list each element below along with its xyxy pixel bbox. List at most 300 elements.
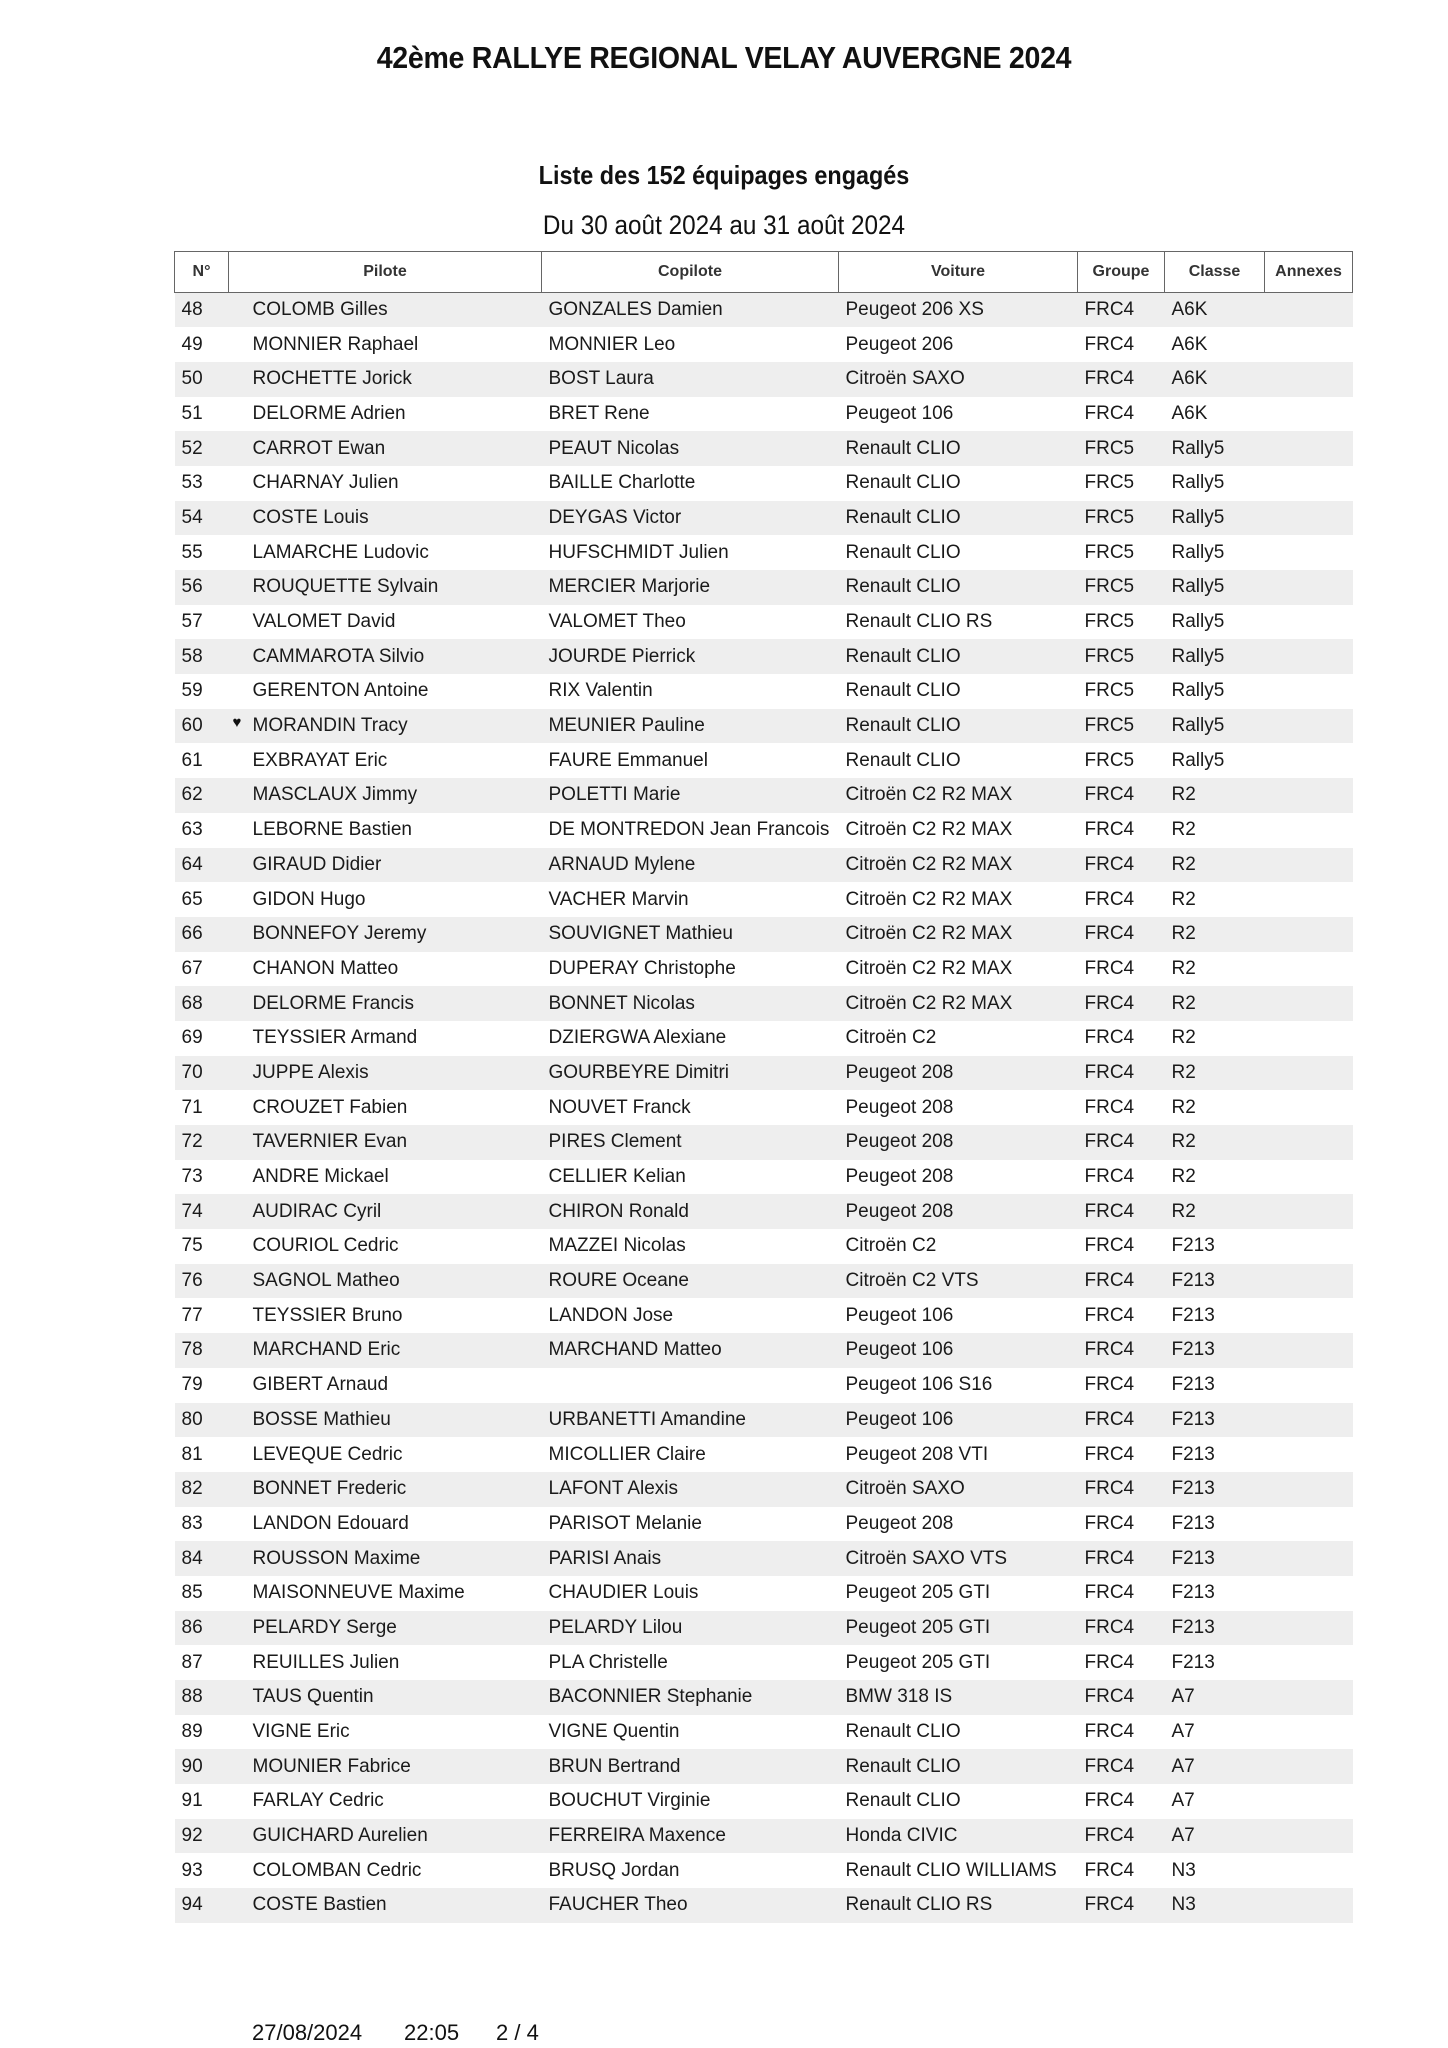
- table-row: [175, 1229, 1353, 1264]
- table-row: [175, 848, 1353, 883]
- cell-voiture: Peugeot 106: [839, 1403, 1078, 1438]
- cell-groupe: FRC4: [1078, 1507, 1165, 1542]
- cell-pilote: [229, 1403, 542, 1438]
- cell-pilote: [229, 709, 542, 744]
- table-row: [175, 1611, 1353, 1646]
- cell-voiture: Citroën C2 R2 MAX: [839, 813, 1078, 848]
- cell-pilote: [229, 605, 542, 640]
- cell-annexes: [1265, 848, 1353, 883]
- cell-annexes: [1265, 1298, 1353, 1333]
- cell-pilote: [229, 1368, 542, 1403]
- table-row: [175, 1056, 1353, 1091]
- cell-num: 86: [175, 1611, 229, 1646]
- cell-voiture: Honda CIVIC: [839, 1819, 1078, 1854]
- cell-annexes: [1265, 431, 1353, 466]
- cell-groupe: FRC4: [1078, 1333, 1165, 1368]
- cell-pilote: [229, 1264, 542, 1299]
- table-row: [175, 1160, 1353, 1195]
- cell-groupe: FRC4: [1078, 1125, 1165, 1160]
- cell-annexes: [1265, 535, 1353, 570]
- cell-num: 93: [175, 1853, 229, 1888]
- cell-num: 75: [175, 1229, 229, 1264]
- table-row: [175, 778, 1353, 813]
- cell-voiture: Renault CLIO: [839, 1749, 1078, 1784]
- cell-groupe: FRC4: [1078, 1749, 1165, 1784]
- pilote-name: SAGNOL Matheo: [252, 1270, 400, 1292]
- cell-voiture: Renault CLIO: [839, 1784, 1078, 1819]
- column-header-groupe: Groupe: [1078, 252, 1165, 293]
- cell-classe: R2: [1165, 1194, 1265, 1229]
- cell-groupe: FRC4: [1078, 397, 1165, 432]
- table-row: [175, 743, 1353, 778]
- cell-classe: F213: [1165, 1229, 1265, 1264]
- cell-voiture: Citroën C2 R2 MAX: [839, 778, 1078, 813]
- cell-groupe: FRC4: [1078, 1541, 1165, 1576]
- cell-copilote: BOUCHUT Virginie: [542, 1784, 839, 1819]
- pilote-name: CHANON Matteo: [252, 957, 399, 979]
- cell-classe: R2: [1165, 917, 1265, 952]
- cell-annexes: [1265, 639, 1353, 674]
- cell-groupe: FRC4: [1078, 362, 1165, 397]
- table-row: [175, 639, 1353, 674]
- cell-annexes: [1265, 327, 1353, 362]
- table-row: [175, 709, 1353, 744]
- cell-classe: N3: [1165, 1888, 1265, 1923]
- cell-groupe: FRC4: [1078, 1784, 1165, 1819]
- cell-num: 63: [175, 813, 229, 848]
- cell-copilote: HUFSCHMIDT Julien: [542, 535, 839, 570]
- cell-copilote: VALOMET Theo: [542, 605, 839, 640]
- heart-icon: ♥: [232, 713, 242, 731]
- table-row: [175, 952, 1353, 987]
- event-dates: Du 30 août 2024 au 31 août 2024: [542, 210, 906, 240]
- cell-num: 52: [175, 431, 229, 466]
- cell-copilote: JOURDE Pierrick: [542, 639, 839, 674]
- cell-classe: A7: [1165, 1784, 1265, 1819]
- cell-pilote: [229, 570, 542, 605]
- cell-pilote: [229, 639, 542, 674]
- cell-voiture: Citroën C2 R2 MAX: [839, 917, 1078, 952]
- pilote-name: MASCLAUX Jimmy: [252, 784, 418, 806]
- cell-pilote: [229, 1749, 542, 1784]
- cell-pilote: [229, 1472, 542, 1507]
- cell-classe: A7: [1165, 1749, 1265, 1784]
- pilote-name: COURIOL Cedric: [252, 1235, 399, 1257]
- cell-groupe: FRC4: [1078, 1853, 1165, 1888]
- pilote-name: REUILLES Julien: [252, 1651, 400, 1673]
- cell-classe: F213: [1165, 1264, 1265, 1299]
- pilote-name: TAVERNIER Evan: [252, 1131, 408, 1153]
- cell-num: 60: [175, 709, 229, 744]
- cell-voiture: Renault CLIO: [839, 1715, 1078, 1750]
- cell-groupe: FRC4: [1078, 1229, 1165, 1264]
- cell-voiture: Peugeot 206 XS: [839, 293, 1078, 328]
- cell-num: 64: [175, 848, 229, 883]
- cell-classe: R2: [1165, 1056, 1265, 1091]
- table-row: [175, 1749, 1353, 1784]
- cell-groupe: FRC5: [1078, 709, 1165, 744]
- cell-num: 89: [175, 1715, 229, 1750]
- pilote-name: LANDON Edouard: [252, 1512, 409, 1534]
- cell-annexes: [1265, 397, 1353, 432]
- cell-annexes: [1265, 1576, 1353, 1611]
- cell-voiture: Citroën SAXO: [839, 362, 1078, 397]
- pilote-name: GERENTON Antoine: [252, 680, 429, 702]
- cell-pilote: [229, 1507, 542, 1542]
- cell-classe: A7: [1165, 1680, 1265, 1715]
- pilote-name: ROCHETTE Jorick: [252, 368, 412, 390]
- cell-groupe: FRC5: [1078, 743, 1165, 778]
- cell-groupe: FRC4: [1078, 848, 1165, 883]
- table-row: [175, 293, 1353, 328]
- cell-pilote: [229, 397, 542, 432]
- cell-num: 56: [175, 570, 229, 605]
- cell-classe: R2: [1165, 1021, 1265, 1056]
- table-body: [175, 293, 1353, 1923]
- cell-pilote: [229, 327, 542, 362]
- cell-classe: F213: [1165, 1645, 1265, 1680]
- cell-pilote: [229, 1437, 542, 1472]
- cell-voiture: Renault CLIO RS: [839, 1888, 1078, 1923]
- cell-pilote: [229, 1229, 542, 1264]
- cell-annexes: [1265, 1333, 1353, 1368]
- cell-num: 70: [175, 1056, 229, 1091]
- cell-pilote: [229, 1541, 542, 1576]
- table-row: [175, 1333, 1353, 1368]
- cell-copilote: PEAUT Nicolas: [542, 431, 839, 466]
- pilote-name: TAUS Quentin: [252, 1686, 374, 1708]
- cell-num: 81: [175, 1437, 229, 1472]
- cell-copilote: BRUSQ Jordan: [542, 1853, 839, 1888]
- cell-annexes: [1265, 1264, 1353, 1299]
- cell-classe: A6K: [1165, 327, 1265, 362]
- table-row: [175, 1853, 1353, 1888]
- table-row: [175, 1541, 1353, 1576]
- table-row: [175, 674, 1353, 709]
- document-subtitle: Liste des 152 équipages engagés: [538, 160, 910, 190]
- cell-annexes: [1265, 1541, 1353, 1576]
- cell-pilote: [229, 535, 542, 570]
- cell-classe: R2: [1165, 813, 1265, 848]
- cell-annexes: [1265, 1021, 1353, 1056]
- cell-num: 62: [175, 778, 229, 813]
- cell-copilote: RIX Valentin: [542, 674, 839, 709]
- cell-classe: F213: [1165, 1472, 1265, 1507]
- cell-num: 74: [175, 1194, 229, 1229]
- cell-voiture: Renault CLIO: [839, 570, 1078, 605]
- cell-annexes: [1265, 293, 1353, 328]
- pilote-name: BONNET Frederic: [252, 1478, 407, 1500]
- cell-groupe: FRC4: [1078, 778, 1165, 813]
- cell-copilote: MARCHAND Matteo: [542, 1333, 839, 1368]
- cell-groupe: FRC4: [1078, 1056, 1165, 1091]
- cell-num: 51: [175, 397, 229, 432]
- cell-copilote: PLA Christelle: [542, 1645, 839, 1680]
- cell-classe: R2: [1165, 952, 1265, 987]
- cell-groupe: FRC4: [1078, 1819, 1165, 1854]
- pilote-name: GUICHARD Aurelien: [252, 1825, 428, 1847]
- cell-voiture: Citroën C2 R2 MAX: [839, 848, 1078, 883]
- cell-num: 49: [175, 327, 229, 362]
- cell-annexes: [1265, 1507, 1353, 1542]
- cell-groupe: FRC5: [1078, 431, 1165, 466]
- cell-classe: F213: [1165, 1437, 1265, 1472]
- cell-groupe: FRC5: [1078, 501, 1165, 536]
- pilote-name: MONNIER Raphael: [252, 333, 419, 355]
- cell-copilote: URBANETTI Amandine: [542, 1403, 839, 1438]
- pilote-name: TEYSSIER Bruno: [252, 1304, 403, 1326]
- cell-classe: A7: [1165, 1715, 1265, 1750]
- cell-num: 58: [175, 639, 229, 674]
- cell-copilote: BRET Rene: [542, 397, 839, 432]
- table-row: [175, 501, 1353, 536]
- cell-classe: F213: [1165, 1611, 1265, 1646]
- cell-groupe: FRC5: [1078, 674, 1165, 709]
- cell-classe: A6K: [1165, 397, 1265, 432]
- cell-groupe: FRC5: [1078, 570, 1165, 605]
- cell-copilote: FERREIRA Maxence: [542, 1819, 839, 1854]
- cell-voiture: Peugeot 205 GTI: [839, 1611, 1078, 1646]
- cell-copilote: VIGNE Quentin: [542, 1715, 839, 1750]
- column-header-voiture: Voiture: [839, 252, 1078, 293]
- cell-classe: Rally5: [1165, 570, 1265, 605]
- cell-pilote: [229, 1645, 542, 1680]
- cell-num: 72: [175, 1125, 229, 1160]
- cell-classe: Rally5: [1165, 605, 1265, 640]
- cell-voiture: Peugeot 208: [839, 1056, 1078, 1091]
- cell-num: 67: [175, 952, 229, 987]
- cell-copilote: FAURE Emmanuel: [542, 743, 839, 778]
- cell-voiture: Renault CLIO: [839, 743, 1078, 778]
- cell-voiture: Citroën SAXO VTS: [839, 1541, 1078, 1576]
- pilote-name: CAMMAROTA Silvio: [252, 645, 425, 667]
- pilote-name: LEBORNE Bastien: [252, 819, 412, 841]
- cell-voiture: Renault CLIO WILLIAMS: [839, 1853, 1078, 1888]
- entries-table: [174, 251, 1353, 1923]
- cell-voiture: Peugeot 208: [839, 1507, 1078, 1542]
- cell-voiture: Citroën C2: [839, 1229, 1078, 1264]
- cell-num: 80: [175, 1403, 229, 1438]
- cell-num: 82: [175, 1472, 229, 1507]
- cell-copilote: MERCIER Marjorie: [542, 570, 839, 605]
- cell-classe: Rally5: [1165, 501, 1265, 536]
- cell-num: 68: [175, 986, 229, 1021]
- pilote-name: LAMARCHE Ludovic: [252, 541, 429, 563]
- cell-annexes: [1265, 1611, 1353, 1646]
- cell-groupe: FRC4: [1078, 986, 1165, 1021]
- cell-groupe: FRC4: [1078, 1680, 1165, 1715]
- cell-pilote: [229, 813, 542, 848]
- pilote-name: BOSSE Mathieu: [252, 1408, 391, 1430]
- cell-copilote: CHIRON Ronald: [542, 1194, 839, 1229]
- cell-annexes: [1265, 1125, 1353, 1160]
- pilote-name: LEVEQUE Cedric: [252, 1443, 403, 1465]
- cell-num: 94: [175, 1888, 229, 1923]
- cell-voiture: Renault CLIO: [839, 639, 1078, 674]
- cell-num: 87: [175, 1645, 229, 1680]
- table-row: [175, 362, 1353, 397]
- pilote-name: COSTE Bastien: [252, 1894, 387, 1916]
- cell-annexes: [1265, 1194, 1353, 1229]
- cell-num: 69: [175, 1021, 229, 1056]
- cell-num: 66: [175, 917, 229, 952]
- pilote-name: AUDIRAC Cyril: [252, 1200, 382, 1222]
- pilote-name: GIRAUD Didier: [252, 853, 382, 875]
- cell-copilote: LANDON Jose: [542, 1298, 839, 1333]
- cell-copilote: PIRES Clement: [542, 1125, 839, 1160]
- cell-voiture: Peugeot 208: [839, 1125, 1078, 1160]
- cell-annexes: [1265, 1368, 1353, 1403]
- cell-copilote: BOST Laura: [542, 362, 839, 397]
- cell-copilote: DZIERGWA Alexiane: [542, 1021, 839, 1056]
- cell-pilote: [229, 882, 542, 917]
- footer-date: 27/08/2024: [252, 2020, 363, 2045]
- cell-annexes: [1265, 813, 1353, 848]
- cell-classe: A6K: [1165, 293, 1265, 328]
- cell-voiture: Peugeot 208: [839, 1090, 1078, 1125]
- cell-pilote: [229, 1784, 542, 1819]
- cell-annexes: [1265, 466, 1353, 501]
- cell-num: 92: [175, 1819, 229, 1854]
- table-row: [175, 1472, 1353, 1507]
- cell-copilote: FAUCHER Theo: [542, 1888, 839, 1923]
- cell-voiture: BMW 318 IS: [839, 1680, 1078, 1715]
- cell-copilote: ARNAUD Mylene: [542, 848, 839, 883]
- cell-num: 88: [175, 1680, 229, 1715]
- table-row: [175, 535, 1353, 570]
- cell-classe: F213: [1165, 1507, 1265, 1542]
- cell-groupe: FRC4: [1078, 917, 1165, 952]
- pilote-name: ANDRE Mickael: [252, 1166, 389, 1188]
- cell-annexes: [1265, 1472, 1353, 1507]
- table-row: [175, 1645, 1353, 1680]
- cell-copilote: BACONNIER Stephanie: [542, 1680, 839, 1715]
- pilote-name: COLOMB Gilles: [252, 299, 388, 321]
- cell-voiture: Peugeot 208: [839, 1194, 1078, 1229]
- cell-groupe: FRC4: [1078, 1194, 1165, 1229]
- cell-copilote: MEUNIER Pauline: [542, 709, 839, 744]
- cell-groupe: FRC4: [1078, 1611, 1165, 1646]
- table-row: [175, 1194, 1353, 1229]
- cell-annexes: [1265, 743, 1353, 778]
- cell-voiture: Peugeot 206: [839, 327, 1078, 362]
- cell-num: 59: [175, 674, 229, 709]
- cell-classe: A6K: [1165, 362, 1265, 397]
- cell-pilote: [229, 674, 542, 709]
- pilote-name: JUPPE Alexis: [252, 1061, 369, 1083]
- cell-groupe: FRC4: [1078, 1298, 1165, 1333]
- cell-pilote: [229, 778, 542, 813]
- cell-num: 83: [175, 1507, 229, 1542]
- table-row: [175, 1090, 1353, 1125]
- column-header-num: N°: [175, 252, 229, 293]
- table-row: [175, 431, 1353, 466]
- cell-num: 71: [175, 1090, 229, 1125]
- cell-annexes: [1265, 1090, 1353, 1125]
- cell-classe: F213: [1165, 1403, 1265, 1438]
- cell-classe: Rally5: [1165, 535, 1265, 570]
- cell-classe: F213: [1165, 1541, 1265, 1576]
- cell-voiture: Peugeot 106 S16: [839, 1368, 1078, 1403]
- pilote-name: BONNEFOY Jeremy: [252, 923, 427, 945]
- table-row: [175, 1715, 1353, 1750]
- cell-pilote: [229, 1021, 542, 1056]
- cell-copilote: PARISOT Melanie: [542, 1507, 839, 1542]
- cell-voiture: Peugeot 106: [839, 1333, 1078, 1368]
- cell-annexes: [1265, 1229, 1353, 1264]
- cell-pilote: [229, 1853, 542, 1888]
- cell-pilote: [229, 1715, 542, 1750]
- cell-num: 85: [175, 1576, 229, 1611]
- cell-annexes: [1265, 570, 1353, 605]
- cell-voiture: Peugeot 205 GTI: [839, 1576, 1078, 1611]
- cell-copilote: MAZZEI Nicolas: [542, 1229, 839, 1264]
- cell-voiture: Renault CLIO: [839, 431, 1078, 466]
- cell-pilote: [229, 986, 542, 1021]
- table-row: [175, 986, 1353, 1021]
- table-row: [175, 1507, 1353, 1542]
- pilote-name: MARCHAND Eric: [252, 1339, 401, 1361]
- cell-pilote: [229, 1125, 542, 1160]
- cell-annexes: [1265, 917, 1353, 952]
- pilote-name: COSTE Louis: [252, 506, 369, 528]
- table-row: [175, 1819, 1353, 1854]
- cell-pilote: [229, 362, 542, 397]
- cell-groupe: FRC5: [1078, 535, 1165, 570]
- cell-num: 91: [175, 1784, 229, 1819]
- table-row: [175, 466, 1353, 501]
- cell-voiture: Citroën C2 R2 MAX: [839, 952, 1078, 987]
- cell-annexes: [1265, 1680, 1353, 1715]
- pilote-name: DELORME Francis: [252, 992, 415, 1014]
- cell-pilote: [229, 293, 542, 328]
- cell-voiture: Citroën C2 VTS: [839, 1264, 1078, 1299]
- cell-pilote: [229, 1090, 542, 1125]
- cell-copilote: DUPERAY Christophe: [542, 952, 839, 987]
- pilote-name: VIGNE Eric: [252, 1721, 350, 1743]
- cell-copilote: ROURE Oceane: [542, 1264, 839, 1299]
- cell-classe: R2: [1165, 848, 1265, 883]
- cell-classe: Rally5: [1165, 639, 1265, 674]
- cell-groupe: FRC4: [1078, 1090, 1165, 1125]
- cell-copilote: BRUN Bertrand: [542, 1749, 839, 1784]
- pilote-name: TEYSSIER Armand: [252, 1027, 418, 1049]
- cell-voiture: Renault CLIO: [839, 501, 1078, 536]
- cell-voiture: Peugeot 205 GTI: [839, 1645, 1078, 1680]
- cell-voiture: Peugeot 208: [839, 1160, 1078, 1195]
- cell-copilote: BONNET Nicolas: [542, 986, 839, 1021]
- cell-groupe: FRC4: [1078, 1264, 1165, 1299]
- cell-pilote: [229, 1333, 542, 1368]
- table-row: [175, 917, 1353, 952]
- cell-groupe: FRC4: [1078, 882, 1165, 917]
- cell-copilote: [542, 1368, 839, 1403]
- cell-annexes: [1265, 1645, 1353, 1680]
- cell-voiture: Renault CLIO RS: [839, 605, 1078, 640]
- cell-voiture: Citroën C2 R2 MAX: [839, 986, 1078, 1021]
- pilote-name: CROUZET Fabien: [252, 1096, 408, 1118]
- cell-voiture: Citroën C2 R2 MAX: [839, 882, 1078, 917]
- cell-annexes: [1265, 362, 1353, 397]
- cell-annexes: [1265, 778, 1353, 813]
- table-row: [175, 813, 1353, 848]
- cell-groupe: FRC5: [1078, 639, 1165, 674]
- cell-groupe: FRC4: [1078, 1437, 1165, 1472]
- cell-num: 65: [175, 882, 229, 917]
- cell-voiture: Peugeot 208 VTI: [839, 1437, 1078, 1472]
- cell-groupe: FRC4: [1078, 1888, 1165, 1923]
- cell-num: 73: [175, 1160, 229, 1195]
